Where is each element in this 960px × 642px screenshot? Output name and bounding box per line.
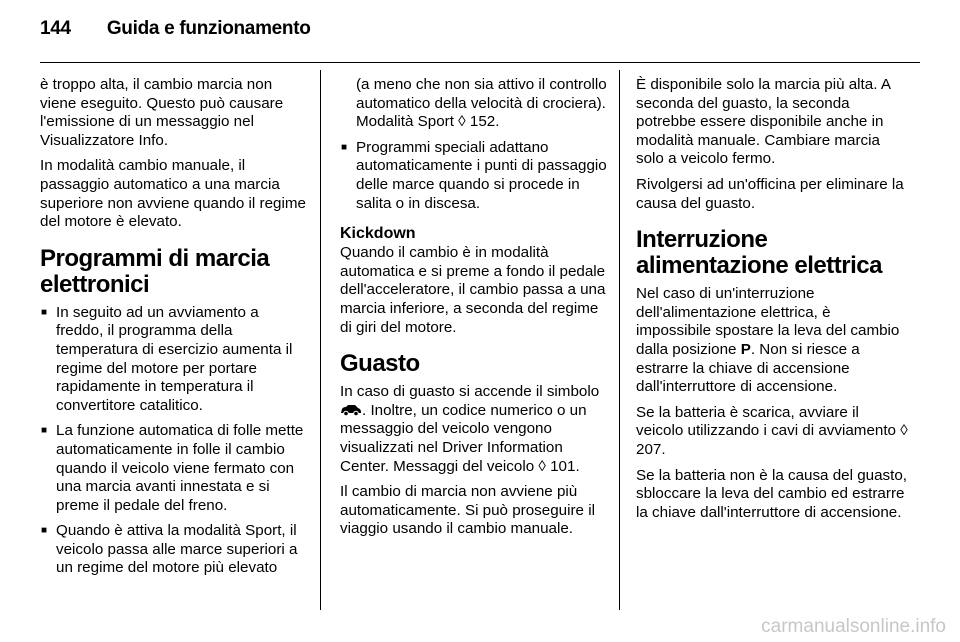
page-number: 144 xyxy=(40,18,71,39)
paragraph: è troppo alta, il cambio marcia non viene eseguito. Questo può causare l'emissione di un messaggio nel Visualizzatore Info. xyxy=(40,76,284,149)
bullet-list xyxy=(40,304,308,578)
paragraph: Rivolgersi ad un'officina per eliminare la causa del guasto. xyxy=(636,175,904,212)
heading-kickdown: Kickdown xyxy=(340,225,416,243)
paragraph-guasto xyxy=(340,383,608,476)
column-3 xyxy=(636,76,908,529)
text: Nel caso di un'interruzione dell'alimentazione elettrica, è impossibile spostare la leva del cambio dalla posizione xyxy=(636,285,900,358)
header-rule xyxy=(40,62,920,63)
paragraph: Se la batteria non è la causa del guasto, sbloccare la leva del cambio ed estrarre la chiave dall'interruttore di accensione. xyxy=(636,466,908,521)
section-title: Guida e funzionamento xyxy=(106,18,311,39)
text: . Inoltre, un codice numerico o un messaggio del veicolo vengono visualizzati nel Driver Information Center. Messaggi del veicolo ◊ 101. xyxy=(340,401,587,475)
column-2 xyxy=(340,76,608,546)
list-item: ■ La funzione automatica di folle mette automaticamente in folle il cambio quando il veicolo viene fermato con una marcia avanti innestata e si preme il pedale del freno. xyxy=(40,422,308,515)
gear-position-p: P xyxy=(740,340,751,358)
bullet-list xyxy=(340,139,608,213)
list-item: ■ Quando è attiva la modalità Sport, il veicolo passa alle marce superiori a un regime del motore più elevato xyxy=(40,522,308,578)
page-header xyxy=(40,18,311,48)
paragraph: Il cambio di marcia non avviene più automaticamente. Si può proseguire il viaggio usando il cambio manuale. xyxy=(340,483,595,538)
list-item: ■ In seguito ad un avviamento a freddo, il programma della temperatura di esercizio aumenta il regime del motore per portare rapidamente in temperatura il convertitore catalitico. xyxy=(40,304,308,416)
column-divider-1 xyxy=(320,70,321,610)
list-item-continuation: (a meno che non sia attivo il controllo automatico della velocità di crociera). Modalità Sport ◊ 152. xyxy=(356,76,607,131)
paragraph-interruzione xyxy=(636,285,908,397)
paragraph: Se la batteria è scarica, avviare il veicolo utilizzando i cavi di avviamento ◊ 207. xyxy=(636,403,908,458)
column-divider-2 xyxy=(619,70,620,610)
watermark: carmanualsonline.info xyxy=(761,616,946,637)
paragraph: È disponibile solo la marcia più alta. A seconda del guasto, la seconda potrebbe essere disponibile anche in modalità manuale. Cambiare marcia solo a veicolo fermo. xyxy=(636,76,891,168)
text: In caso di guasto si accende il simbolo xyxy=(340,383,600,401)
paragraph: In modalità cambio manuale, il passaggio automatico a una marcia superiore non avviene quando il regime del motore è elevato. xyxy=(40,157,306,231)
column-1 xyxy=(40,76,308,585)
heading-programmi-di-marcia: Programmi di marcia elettronici xyxy=(40,244,270,298)
car-wrench-icon xyxy=(340,404,362,416)
heading-interruzione-alimentazione: Interruzione alimentazione elettrica xyxy=(636,226,882,280)
list-item: ■ Programmi speciali adattano automaticamente i punti di passaggio delle marce quando si procede in salita o in discesa. xyxy=(340,139,608,213)
text: . Non si riesce a estrarre la chiave di accensione dall'interruttore di accensione. xyxy=(636,340,860,396)
heading-guasto: Guasto xyxy=(340,350,420,378)
paragraph: Quando il cambio è in modalità automatica e si preme a fondo il pedale dell'acceleratore, il cambio passa a una marcia inferiore, a seconda del regime di giri del motore. xyxy=(340,244,606,336)
